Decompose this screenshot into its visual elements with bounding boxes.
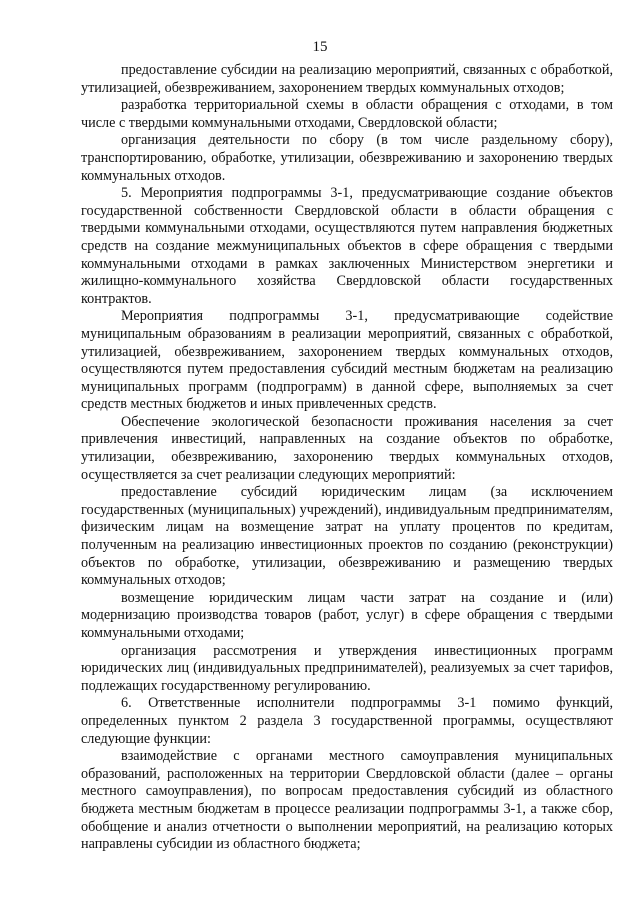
document-body [81,62,613,854]
paragraph: 6. Ответственные исполнители подпрограммы 3-1 помимо функций, определенных пунктом 2 раздела 3 государственной программы, осуществляют следующие функции: [81,695,613,747]
paragraph: взаимодействие с органами местного самоуправления муниципальных образований, расположенных на территории Свердловской области (далее – органы местного самоуправления), по вопросам предоставления субсидий из областного бюджета местным бюджетам в процессе реализации подпрограммы 3-1, а также сбор, обобщение и анализ отчетности о выполнении мероприятий, на реализацию которых направлены субсидии из областного бюджета; [81,748,613,853]
paragraph: возмещение юридическим лицам части затрат на создание и (или) модернизацию производства товаров (работ, услуг) в сфере обращения с твердыми коммунальными отходами; [81,589,613,641]
paragraph: предоставление субсидий юридическим лицам (за исключением государственных (муниципальных) учреждений), индивидуальным предпринимателям, физическим лицам на возмещение затрат на уплату процентов по кредитам, полученным на реализацию инвестиционных проектов по созданию (реконструкции) объектов по обработке, утилизации, обезвреживанию и размещению твердых коммунальных отходов; [81,484,613,589]
page-number: 15 [312,39,328,55]
paragraph: организация деятельности по сбору (в том числе раздельному сбору), транспортированию, обработке, утилизации, обезвреживанию и захоронению твердых коммунальных отходов. [81,132,613,184]
paragraph: предоставление субсидии на реализацию мероприятий, связанных с обработкой, утилизацией, обезвреживанием, захоронением твердых коммунальных отходов; [81,62,613,96]
paragraph: 5. Мероприятия подпрограммы 3-1, предусматривающие создание объектов государственной собственности Свердловской области в области обращения с твердыми коммунальными отходами, осуществляются путем направления бюджетных средств на создание межмуниципальных объектов в сфере обращения с твердыми коммунальными отходами в рамках заключенных Министерством энергетики и жилищно-коммунального хозяйства Свердловской области государственных контрактов. [81,185,613,307]
paragraph: организация рассмотрения и утверждения инвестиционных программ юридических лиц (индивидуальных предпринимателей), реализуемых за счет тарифов, подлежащих государственному регулированию. [81,642,613,694]
paragraph: Обеспечение экологической безопасности проживания населения за счет привлечения инвестиций, направленных на создание объектов по обработке, утилизации, обезвреживанию, захоронению твердых коммунальных отходов, осуществляется за счет реализации следующих мероприятий: [81,413,613,483]
paragraph: Мероприятия подпрограммы 3-1, предусматривающие содействие муниципальным образованиям в реализации мероприятий, связанных с обработкой, утилизацией, обезвреживанием, захоронением твердых коммунальных отходов, осуществляются путем предоставления субсидий местным бюджетам на реализацию муниципальных программ (подпрограмм) в данной сфере, выполняемых за счет средств местных бюджетов и иных привлеченных средств. [81,308,613,413]
paragraph: разработка территориальной схемы в области обращения с отходами, в том числе с твердыми коммунальными отходами, Свердловской области; [81,97,613,131]
